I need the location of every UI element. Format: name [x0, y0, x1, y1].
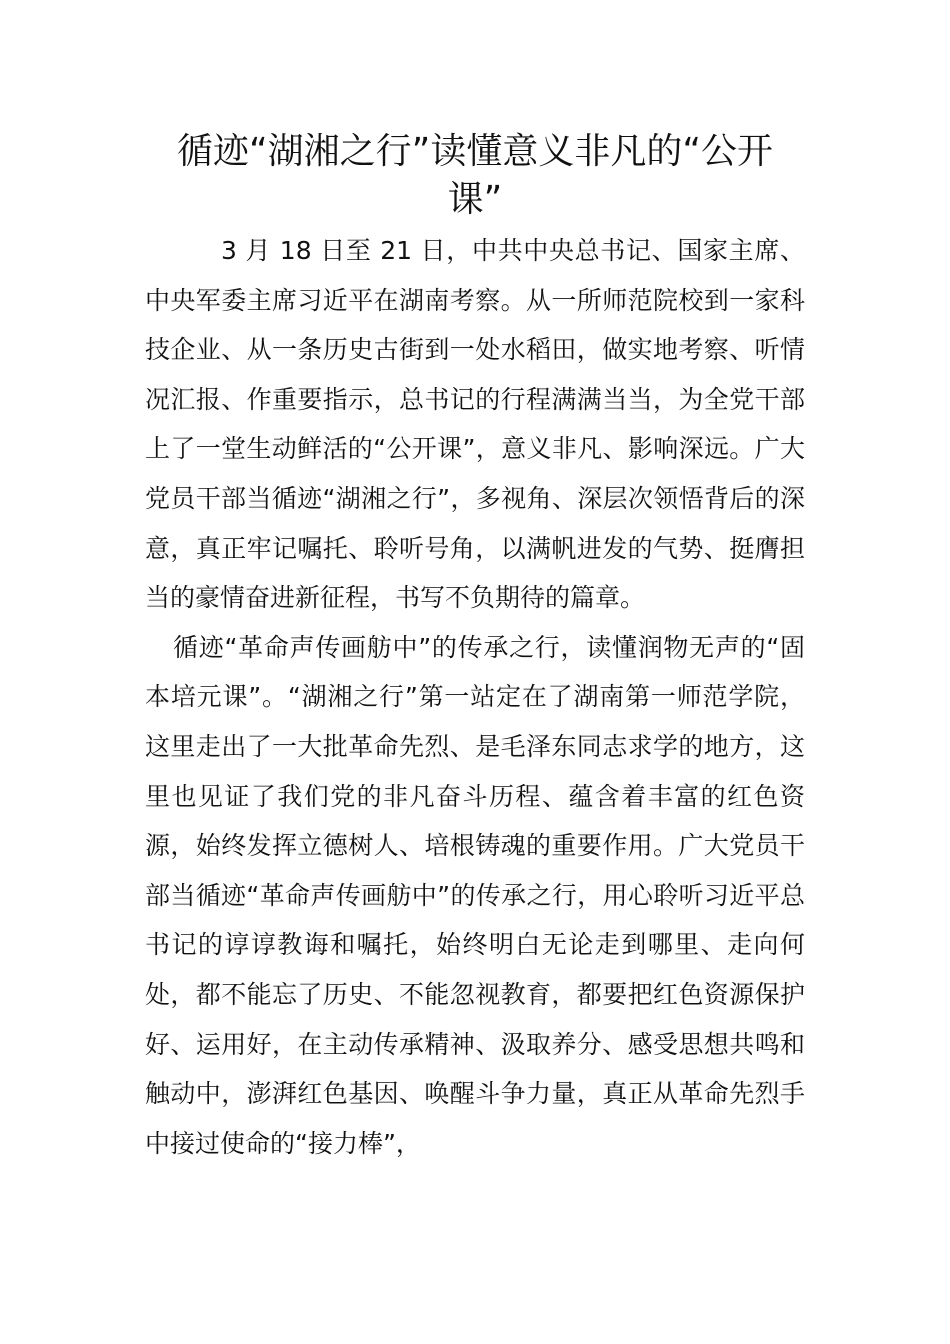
paragraph-heritage: 循迹“革命声传画舫中”的传承之行，读懂润物无声的“固本培元课”。“湖湘之行”第一站定在了湖南第一师范学院，这里走出了一大批革命先烈、是毛泽东同志求学的地方，这里也见证了我们党的非凡奋斗历程、蕴含着丰富的红色资源，始终发挥立德树人、培根铸魂的重要作用。广大党员干部当循迹“革命声传画舫中”的传承之行，用心聆听习近平总书记的谆谆教诲和嘱托，始终明白无论走到哪里、走向何处，都不能忘了历史、不能忽视教育，都要把红色资源保护好、运用好，在主动传承精神、汲取养分、感受思想共鸣和触动中，澎湃红色基因、唤醒斗争力量，真正从革命先烈手中接过使命的“接力棒”，: [145, 632, 805, 1158]
document-title: 循迹“湖湘之行”读懂意义非凡的“公开课”: [177, 131, 773, 220]
paragraph-intro: 3 月 18 日至 21 日，中共中央总书记、国家主席、中央军委主席习近平在湖南考察。从一所师范院校到一家科技企业、从一条历史古街到一处水稻田，做实地考察、听情况汇报、作重要指示，总书记的行程满满当当，为全党干部上了一堂生动鲜活的“公开课”，意义非凡、影响深远。广大党员干部当循迹“湖湘之行”，多视角、深层次领悟背后的深意，真正牢记嘱托、聆听号角，以满帆进发的气势、挺膺担当的豪情奋进新征程，书写不负期待的篇章。: [145, 236, 805, 613]
document-body: [145, 226, 805, 1168]
